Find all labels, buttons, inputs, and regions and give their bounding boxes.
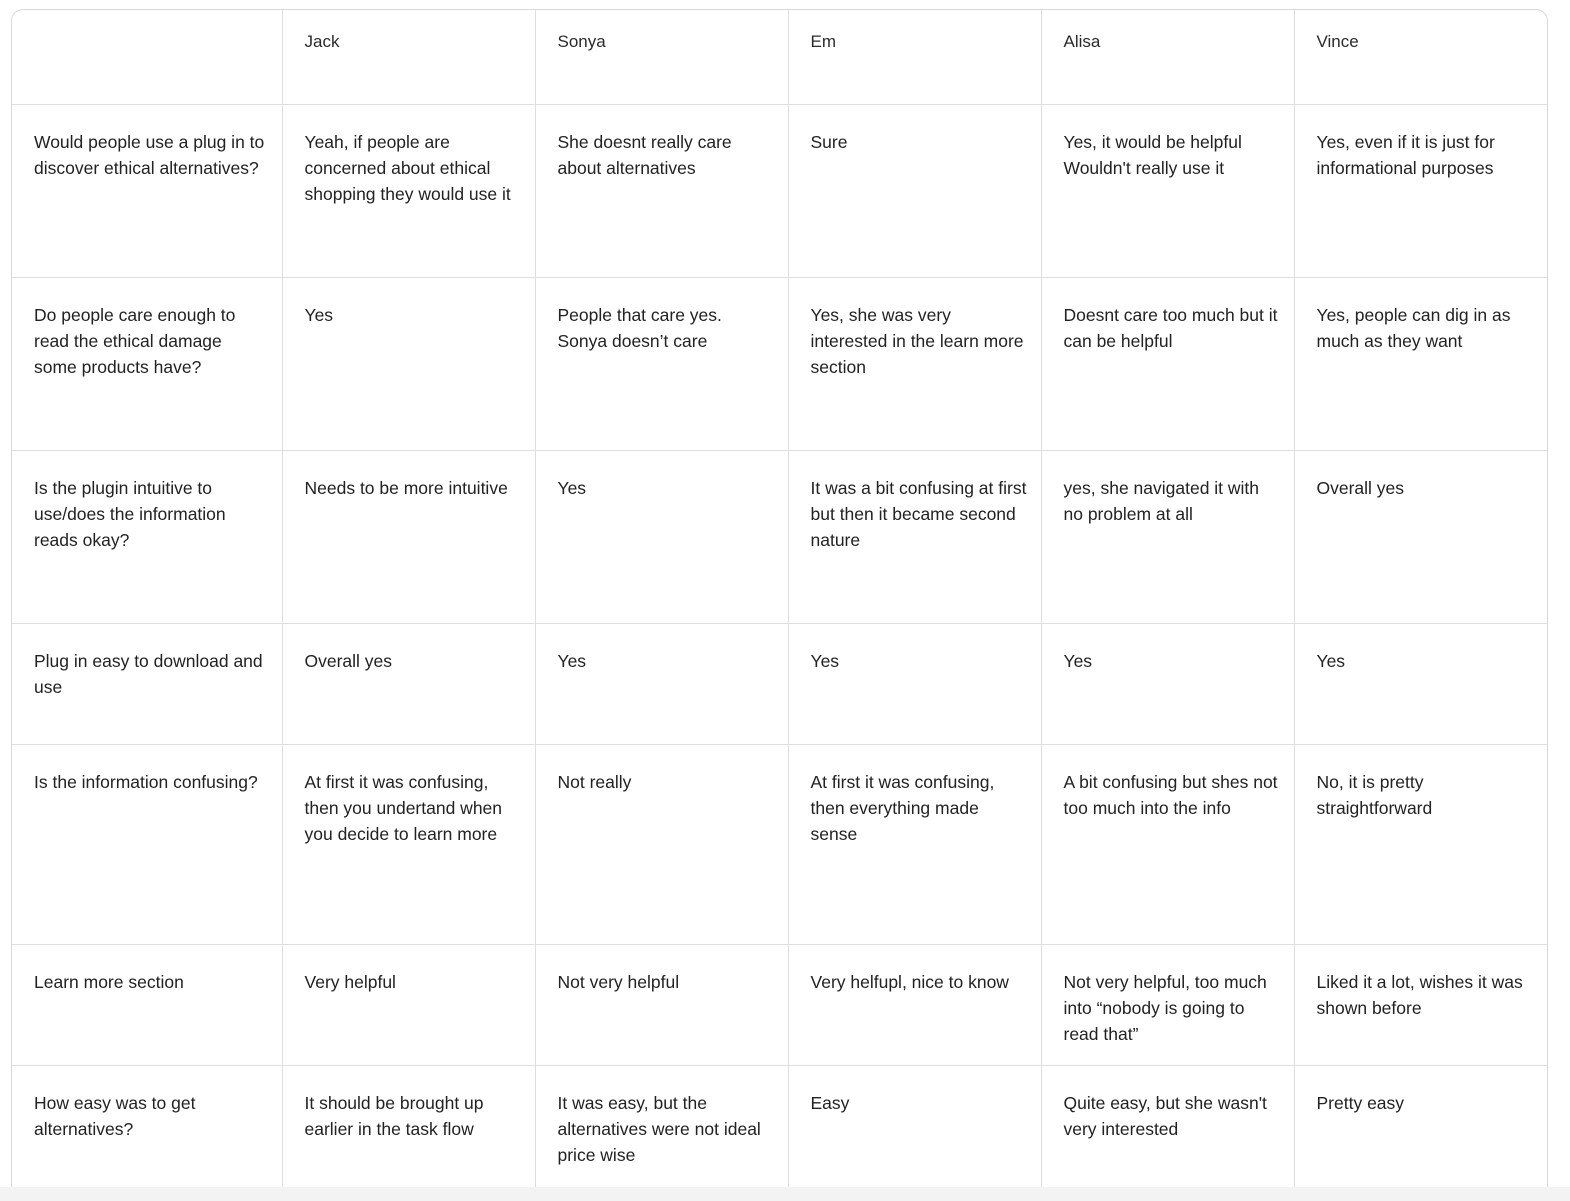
question-cell: How easy was to get alternatives?	[12, 1065, 282, 1187]
answer-cell-jack: Yes	[282, 277, 535, 450]
interview-findings-table	[12, 10, 1548, 1187]
answer-cell-alisa: yes, she navigated it with no problem at all	[1041, 450, 1294, 623]
answer-cell-sonya: Not really	[535, 744, 788, 944]
answer-cell-alisa: Not very helpful, too much into “nobody is going to read that”	[1041, 944, 1294, 1065]
header-jack: Jack	[282, 10, 535, 104]
answer-cell-alisa: Doesnt care too much but it can be helpful	[1041, 277, 1294, 450]
table-row	[12, 623, 1548, 744]
answer-cell-vince: No, it is pretty straightforward	[1294, 744, 1548, 944]
answer-cell-sonya: People that care yes. Sonya doesn’t care	[535, 277, 788, 450]
answer-cell-vince: Overall yes	[1294, 450, 1548, 623]
table-row	[12, 277, 1548, 450]
answer-cell-alisa: Yes	[1041, 623, 1294, 744]
answer-cell-jack: It should be brought up earlier in the task flow	[282, 1065, 535, 1187]
answer-cell-vince: Yes, even if it is just for informational purposes	[1294, 104, 1548, 277]
answer-cell-jack: At first it was confusing, then you undertand when you decide to learn more	[282, 744, 535, 944]
answer-cell-vince: Liked it a lot, wishes it was shown before	[1294, 944, 1548, 1065]
header-corner-cell	[12, 10, 282, 104]
answer-cell-vince: Pretty easy	[1294, 1065, 1548, 1187]
answer-cell-em: Yes, she was very interested in the learn more section	[788, 277, 1041, 450]
table-row	[12, 744, 1548, 944]
table-row	[12, 104, 1548, 277]
question-cell: Plug in easy to download and use	[12, 623, 282, 744]
interview-findings-table-frame	[11, 9, 1548, 1187]
question-cell: Learn more section	[12, 944, 282, 1065]
answer-cell-em: Very helfupl, nice to know	[788, 944, 1041, 1065]
answer-cell-em: It was a bit confusing at first but then it became second nature	[788, 450, 1041, 623]
answer-cell-alisa: A bit confusing but shes not too much into the info	[1041, 744, 1294, 944]
table-row	[12, 1065, 1548, 1187]
answer-cell-sonya: Not very helpful	[535, 944, 788, 1065]
question-cell: Is the information confusing?	[12, 744, 282, 944]
question-cell: Is the plugin intuitive to use/does the information reads okay?	[12, 450, 282, 623]
answer-cell-jack: Yeah, if people are concerned about ethical shopping they would use it	[282, 104, 535, 277]
header-em: Em	[788, 10, 1041, 104]
answer-cell-em: Yes	[788, 623, 1041, 744]
header-alisa: Alisa	[1041, 10, 1294, 104]
answer-cell-alisa: Quite easy, but she wasn't very interested	[1041, 1065, 1294, 1187]
header-vince: Vince	[1294, 10, 1548, 104]
answer-cell-vince: Yes, people can dig in as much as they want	[1294, 277, 1548, 450]
answer-cell-sonya: It was easy, but the alternatives were not ideal price wise	[535, 1065, 788, 1187]
answer-cell-sonya: She doesnt really care about alternatives	[535, 104, 788, 277]
question-cell: Would people use a plug in to discover ethical alternatives?	[12, 104, 282, 277]
answer-cell-jack: Overall yes	[282, 623, 535, 744]
answer-cell-vince: Yes	[1294, 623, 1548, 744]
answer-cell-sonya: Yes	[535, 623, 788, 744]
question-cell: Do people care enough to read the ethical damage some products have?	[12, 277, 282, 450]
table-row	[12, 450, 1548, 623]
answer-cell-jack: Needs to be more intuitive	[282, 450, 535, 623]
answer-cell-em: At first it was confusing, then everything made sense	[788, 744, 1041, 944]
answer-cell-jack: Very helpful	[282, 944, 535, 1065]
header-row	[12, 10, 1548, 104]
answer-cell-alisa: Yes, it would be helpful Wouldn't really use it	[1041, 104, 1294, 277]
answer-cell-sonya: Yes	[535, 450, 788, 623]
answer-cell-em: Easy	[788, 1065, 1041, 1187]
header-sonya: Sonya	[535, 10, 788, 104]
page-bottom-band	[0, 1187, 1570, 1201]
table-row	[12, 944, 1548, 1065]
answer-cell-em: Sure	[788, 104, 1041, 277]
